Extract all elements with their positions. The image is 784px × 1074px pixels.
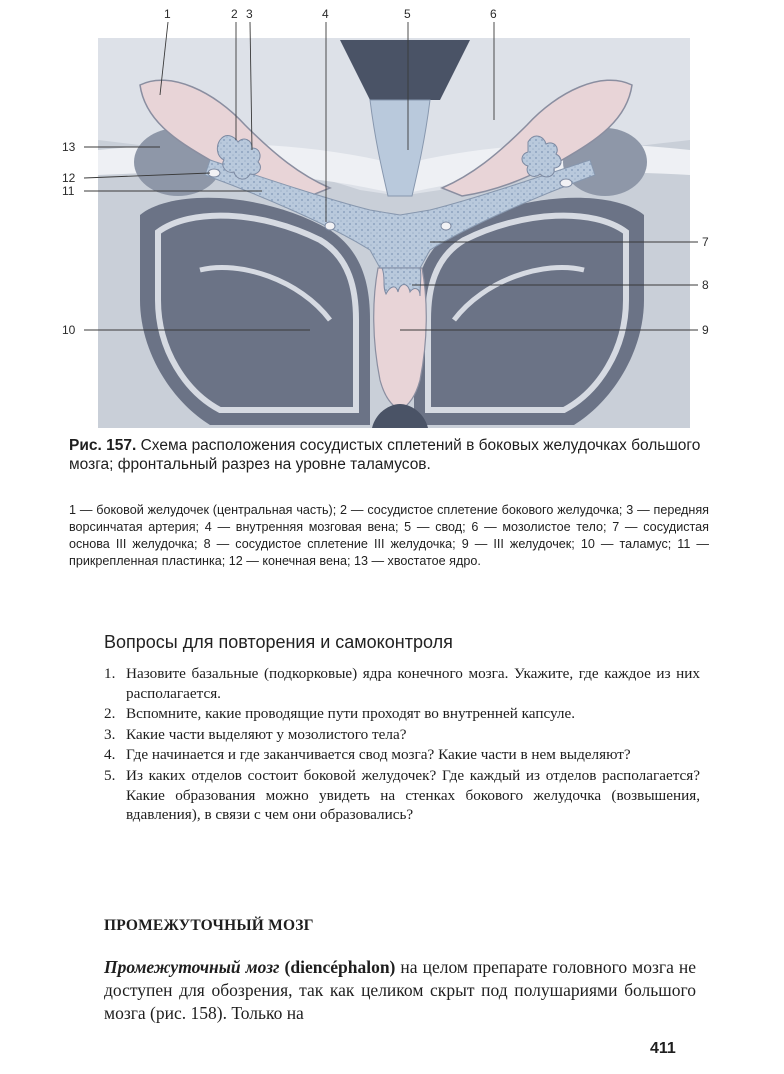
figure-157	[0, 0, 784, 440]
question-text: Вспомните, какие проводящие пути проходят во внутренней капсуле.	[126, 705, 576, 723]
figure-caption-text: Схема расположения сосудистых сплетений в боковых желудочках большого мозга; фронтальный разрез на уровне таламусов.	[69, 437, 701, 473]
question-text: Из каких отделов состоит боковой желудочек? Где каждый из отделов располагается? Какие образования можно увидеть на стенках бокового желудочка (возвышения, вдавления), в связи с чем они образовались?	[126, 766, 700, 824]
figure-label-6: 6	[490, 7, 497, 21]
figure-label-3: 3	[246, 7, 253, 21]
question-number: 3.	[104, 725, 116, 743]
question-number: 4.	[104, 746, 116, 764]
question-item	[104, 664, 700, 703]
question-number: 1.	[104, 665, 116, 682]
figure-label-1: 1	[164, 7, 171, 21]
figure-label-7: 7	[702, 235, 709, 249]
figure-label-10: 10	[62, 323, 76, 337]
question-item	[104, 745, 700, 765]
question-number: 5.	[104, 766, 116, 784]
question-text: Где начинается и где заканчивается свод мозга? Какие части в нем выделяют?	[126, 746, 631, 764]
figure-legend: 1 — боковой желудочек (центральная часть); 2 — сосудистое сплетение бокового желудочка; 3 — передняя ворсинчатая артерия; 4 — внутренняя мозговая вена; 5 — свод; 6 — мозолистое тело; 7 — сосудистая основа III желудочка; 8 — сосудистое сплетение III желудочка; 9 — III желудочек; 10 — таламус; 11 — прикрепленная пластинка; 12 — конечная вена; 13 — хвостатое ядро.	[69, 503, 709, 568]
brain-section-illustration	[0, 0, 784, 440]
figure-reference: Рис. 157.	[69, 437, 137, 454]
body-paragraph	[104, 956, 696, 1025]
question-text: Назовите базальные (подкорковые) ядра конечного мозга. Укажите, где каждое из них располагается.	[126, 665, 700, 702]
figure-label-4: 4	[322, 7, 329, 21]
question-item	[104, 704, 700, 724]
figure-label-5: 5	[404, 7, 411, 21]
figure-label-8: 8	[702, 278, 709, 292]
paragraph-text: на целом препарате головного мозга не доступен для обозрения, так как целиком скрыт под полушариями большого мозга (рис. 158). Только на	[104, 957, 697, 1023]
term: Промежуточный мозг	[104, 957, 280, 977]
figure-label-11: 11	[62, 184, 75, 198]
question-text: Какие части выделяют у мозолистого тела?	[126, 725, 407, 743]
question-number: 2.	[104, 705, 116, 723]
question-item	[104, 725, 700, 745]
figure-caption	[69, 436, 709, 474]
questions-heading: Вопросы для повторения и самоконтроля	[104, 632, 453, 652]
figure-label-2: 2	[231, 7, 238, 21]
page-number: 411	[650, 1040, 676, 1057]
latin-term: (diencéphalon)	[284, 957, 396, 977]
questions-list	[104, 664, 700, 826]
section-title: ПРОМЕЖУТОЧНЫЙ МОЗГ	[104, 917, 314, 934]
figure-label-13: 13	[62, 140, 76, 154]
figure-label-9: 9	[702, 323, 709, 337]
question-item	[104, 766, 700, 825]
figure-label-12: 12	[62, 171, 76, 185]
